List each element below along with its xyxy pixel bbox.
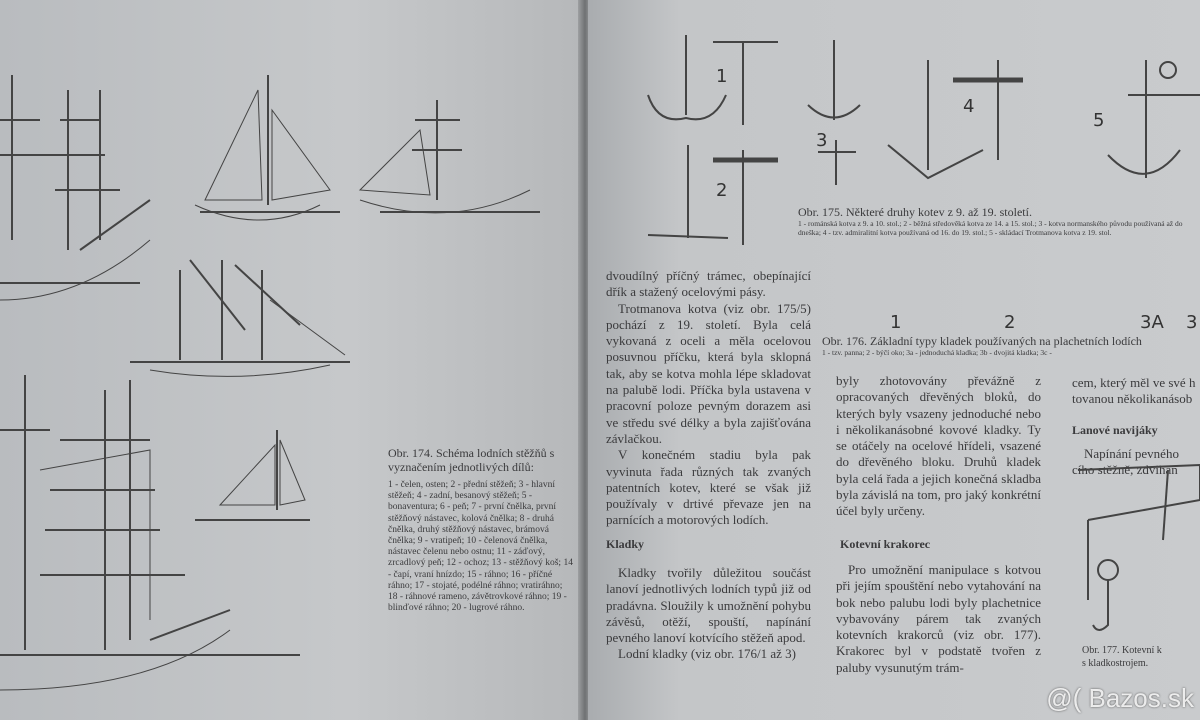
block-label-2: 2 (1004, 312, 1016, 333)
text-line: cem, který měl ve své h (1072, 375, 1196, 390)
column-3 (1072, 375, 1200, 478)
paragraph: Kladky tvořily důležitou součást lanoví jednotlivých lodních typů již od pradávna. Sloužily k umožnění pohybu závěsů, otěží, spouští, napínání pevného lanoví kotvícího stěžeň apod. (606, 565, 811, 646)
paragraph: dvoudílný příčný trámec, obepínající dřík a stažený ocelovými pásy. (606, 268, 811, 300)
figure-176-title: Obr. 176. Základní typy kladek používaných na plachetních lodích (822, 334, 1142, 348)
text-line: tovanou několikanásob (1072, 391, 1193, 407)
anchor-2 (648, 145, 778, 245)
anchor-1 (648, 35, 778, 125)
paragraph: Pro umožnění manipulace s kotvou při jejím spouštění nebo vytahování na bok nebo palubu lodi byly plachetnice vybavovány párem tak zvaných kotevních krakorců (viz obr. 177). Krakorec byl v podstatě tvořen z paluby vysunutým trám- (836, 562, 1041, 675)
figure-175-caption (798, 205, 1198, 237)
column-2 (836, 373, 1041, 520)
figure-177-legend: s kladkostrojem. (1082, 657, 1149, 669)
right-page (588, 0, 1200, 720)
bazos-watermark: @( Bazos.sk (1046, 683, 1194, 713)
text-line: Napínání pevného (1084, 445, 1179, 461)
text-line: cího stěžně, zdvihán (1072, 462, 1178, 478)
anchor-4 (888, 60, 1023, 178)
anchor-3 (808, 40, 860, 185)
ship-diagram-brigantine (360, 100, 540, 213)
anchor-label-4: 4 (963, 96, 975, 117)
ship-diagram-lugger (130, 260, 350, 376)
figure-175-title: Obr. 175. Některé druhy kotev z 9. až 19. století. (798, 205, 1032, 219)
column-1-lower (606, 565, 811, 663)
ship-diagram-large-bottom (0, 375, 300, 690)
figure-177-title: Obr. 177. Kotevní k (1082, 645, 1162, 656)
ship-diagram-sloop (195, 75, 340, 220)
column-1 (606, 268, 811, 529)
anchor-label-3: 3 (816, 130, 828, 151)
figure-176-caption (822, 334, 1198, 357)
anchor-label-5: 5 (1093, 110, 1105, 131)
section-heading-lanove-navijaky: Lanové navijáky (1072, 422, 1158, 437)
block-label-3a: 3A (1140, 312, 1164, 333)
ship-diagram-large-top (0, 75, 150, 300)
section-heading-kladky: Kladky (606, 537, 645, 551)
figure-175-legend: 1 - románská kotva z 9. a 10. stol.; 2 - běžná středověká kotva ze 14. a 15. stol.; 3 - kotva normanského původu používaná až do dneška; 4 - tzv. admiralitní kotva používaná od 16. do 19. stol.; 5 - skládací Trotmanova kotva z 19. stol. (798, 219, 1183, 237)
figure-177-caption (1082, 645, 1162, 670)
figure-174-legend: 1 - čelen, osten; 2 - přední stěžeň; 3 - hlavní stěžeň; 4 - zadní, besanový stěžeň; 5 - bonaventura; 6 - peň; 7 - první čnělka, první stěžňový nástavec, kolová čnělka; 8 - druhá čnělka, druhý stěžňový nástavec, brámová čnělka; 9 - vratipeň; 10 - čelenová čnělka, nástavec čelenu nebo ostnu; 11 - záďový, zrcadlový peň; 12 - ochoz; 13 - stěžňový koš; 14 - čapí, vraní hnízdo; 15 - ráhno; 16 - příčné ráhno; 17 - stojaté, podélné ráhno; vratiráhno; 18 - ráhnové rameno, závětrovkové ráhno; 19 - blinďové ráhno; 20 - lugrové ráhno. (388, 480, 573, 614)
paragraph: Lodní kladky (viz obr. 176/1 až 3) (618, 646, 796, 662)
anchor-label-1: 1 (716, 66, 728, 87)
figure-176-legend: 1 - tzv. panna; 2 - býčí oko; 3a - jednoduchá kladka; 3b - dvojitá kladka; 3c - (822, 348, 1052, 357)
figure-174-title: Obr. 174. Schéma lodních stěžňů s vyznačením jednotlivých dílů: (388, 446, 555, 474)
paragraph: Trotmanova kotva (viz obr. 175/5) pochází z 19. století. Byla celá vykovaná z oceli a měla ocelovou posuvnou příčku, která byla sklopná tak, aby se kotva mohla lépe skladovat na palubě lodi. Příčka byla ustavena v pracovní poloze pevným dorazem asi ve středu své délky a byla zajišťována závlačkou. (606, 300, 811, 446)
ship-diagram-cutter (195, 430, 310, 520)
column-2-lower (836, 562, 1041, 676)
paragraph: byly zhotovovány převážně z opracovaných dřevěných bloků, do kterých byly vsazeny jednoduché nebo i několikanásobné kovové kladky. Ty se otáčely na ocelové hřídeli, vsazené do dřevěného bloku. Druhů kladek byla celá řada a jejich konečná skladba byla závislá na tom, pro jaký konkrétní účel byly určeny. (836, 373, 1041, 519)
paragraph: V konečném stadiu byla pak vyvinuta řada různých tak zvaných patentních kotev, které se však již používaly v drtivé převaze jen na parnících a motorových lodích. (606, 447, 811, 528)
section-heading-kotevni-krakorec: Kotevní krakorec (840, 537, 931, 551)
left-page (0, 0, 582, 720)
anchor-5 (1108, 60, 1200, 178)
block-label-1: 1 (890, 312, 902, 333)
figure-174-caption (388, 446, 574, 614)
anchor-label-2: 2 (716, 180, 728, 201)
block-label-3: 3 (1186, 312, 1198, 333)
